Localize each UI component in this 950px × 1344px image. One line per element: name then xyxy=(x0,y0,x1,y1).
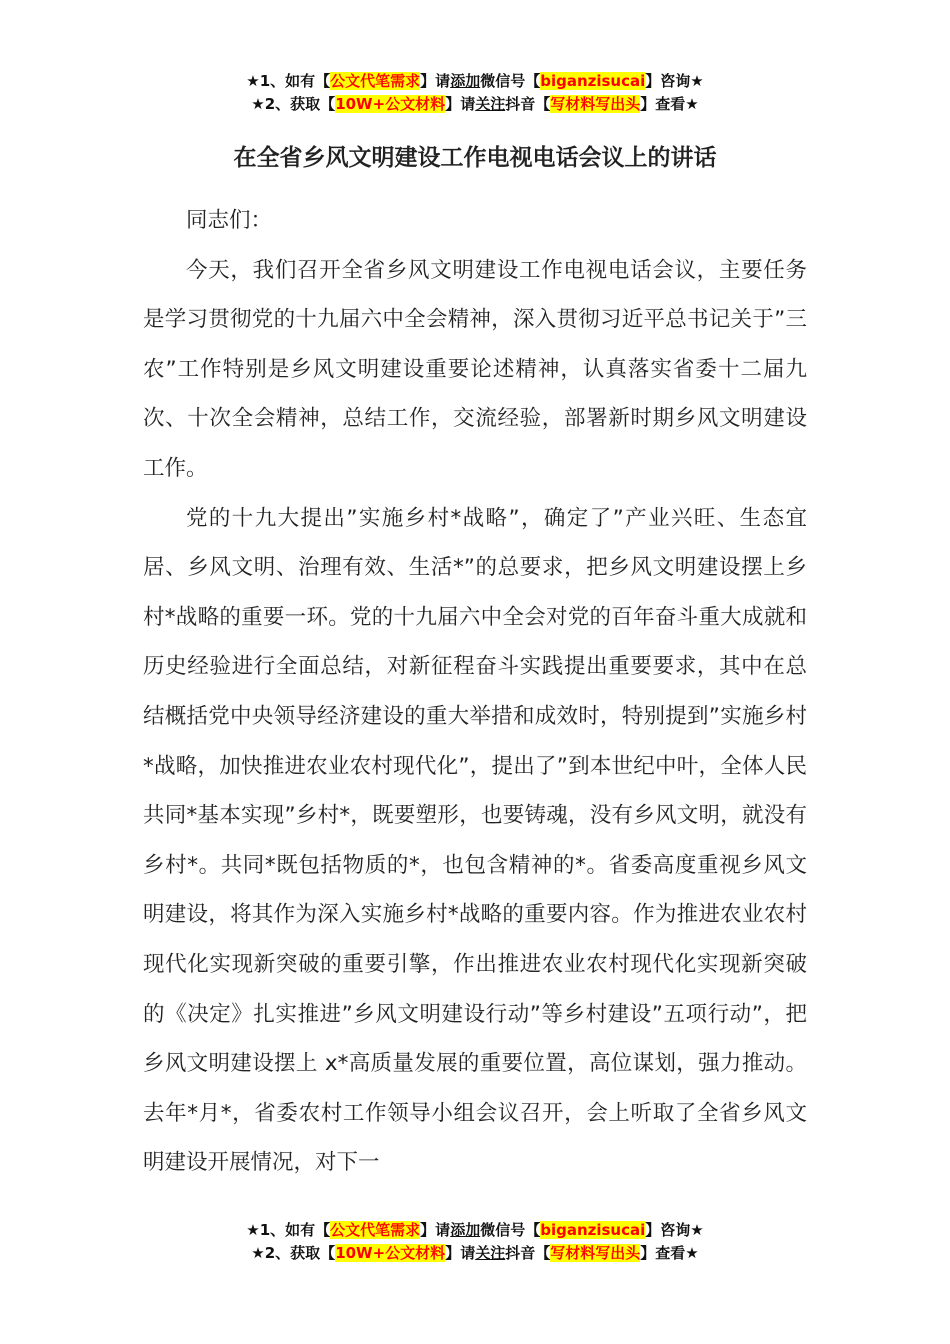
promo-line1-mid: 】请 xyxy=(420,1221,451,1239)
promo-line1-suffix: 】咨询★ xyxy=(645,72,704,90)
promo-line2-suffix: 】查看★ xyxy=(640,95,699,113)
promo-line1-emphasis: 添加 xyxy=(450,72,481,90)
promo-line1-emphasis: 添加 xyxy=(450,1221,481,1239)
promo-line2-prefix: ★2、获取【 xyxy=(251,1244,336,1262)
promo-line1-highlight-wechat: biganzisucai xyxy=(540,72,646,90)
promo-line1-suffix: 】咨询★ xyxy=(645,1221,704,1239)
promo-banner-top xyxy=(0,70,950,116)
promo-line-1 xyxy=(0,70,950,93)
promo-line1-mid2: 微信号【 xyxy=(480,1221,541,1239)
promo-line2-emphasis: 关注 xyxy=(475,1244,506,1262)
promo-line1-highlight-wechat: biganzisucai xyxy=(540,1221,646,1239)
promo-line1-mid2: 微信号【 xyxy=(480,72,541,90)
promo-line1-prefix: ★1、如有【 xyxy=(246,72,331,90)
promo-banner-bottom xyxy=(0,1219,950,1265)
promo-line1-highlight-service: 公文代笔需求 xyxy=(330,1221,421,1239)
salutation: 同志们： xyxy=(186,208,273,233)
promo-line2-mid: 】请 xyxy=(445,1244,476,1262)
promo-line2-prefix: ★2、获取【 xyxy=(251,95,336,113)
promo-line2-mid2: 抖音【 xyxy=(505,1244,551,1262)
promo-line2-highlight-douyin: 写材料写出头 xyxy=(550,1244,641,1262)
promo-line2-highlight-materials: 10W+公文材料 xyxy=(335,1244,446,1262)
promo-line2-mid2: 抖音【 xyxy=(505,95,551,113)
document-body xyxy=(143,196,807,1188)
promo-line-1 xyxy=(0,1219,950,1242)
promo-line2-mid: 】请 xyxy=(445,95,476,113)
promo-line-2 xyxy=(0,93,950,116)
promo-line2-suffix: 】查看★ xyxy=(640,1244,699,1262)
promo-line2-highlight-douyin: 写材料写出头 xyxy=(550,95,641,113)
promo-line1-highlight-service: 公文代笔需求 xyxy=(330,72,421,90)
promo-line2-emphasis: 关注 xyxy=(475,95,506,113)
promo-line2-highlight-materials: 10W+公文材料 xyxy=(335,95,446,113)
document-title: 在全省乡风文明建设工作电视电话会议上的讲话 xyxy=(233,145,717,171)
body-paragraph: 今天，我们召开全省乡风文明建设工作电视电话会议，主要任务是学习贯彻党的十九届六中全会精神，深入贯彻习近平总书记关于”三农”工作特别是乡风文明建设重要论述精神，认真落实省委十二届九次、十次全会精神，总结工作，交流经验，部署新时期乡风文明建设工作。 xyxy=(143,257,807,481)
body-paragraph: 党的十九大提出”实施乡村*战略”，确定了”产业兴旺、生态宜居、乡风文明、治理有效、生活*”的总要求，把乡风文明建设摆上乡村*战略的重要一环。党的十九届六中全会对党的百年奋斗重大成就和历史经验进行全面总结，对新征程奋斗实践提出重要要求，其中在总结概括党中央领导经济建设的重大举措和成效时，特别提到”实施乡村*战略，加快推进农业农村现代化”，提出了”到本世纪中叶，全体人民共同*基本实现”乡村*，既要塑形，也要铸魂，没有乡风文明，就没有乡村*。共同*既包括物质的*，也包含精神的*。省委高度重视乡风文明建设，将其作为深入实施乡村*战略的重要内容。作为推进农业农村现代化实现新突破的重要引擎，作出推进农业农村现代化实现新突破的《决定》扎实推进”乡风文明建设行动”等乡村建设”五项行动”，把乡风文明建设摆上 x*高质量发展的重要位置，高位谋划，强力推动。去年*月*，省委农村工作领导小组会议召开，会上听取了全省乡风文明建设开展情况，对下一 xyxy=(143,505,807,1176)
promo-line-2 xyxy=(0,1242,950,1265)
promo-line1-prefix: ★1、如有【 xyxy=(246,1221,331,1239)
promo-line1-mid: 】请 xyxy=(420,72,451,90)
